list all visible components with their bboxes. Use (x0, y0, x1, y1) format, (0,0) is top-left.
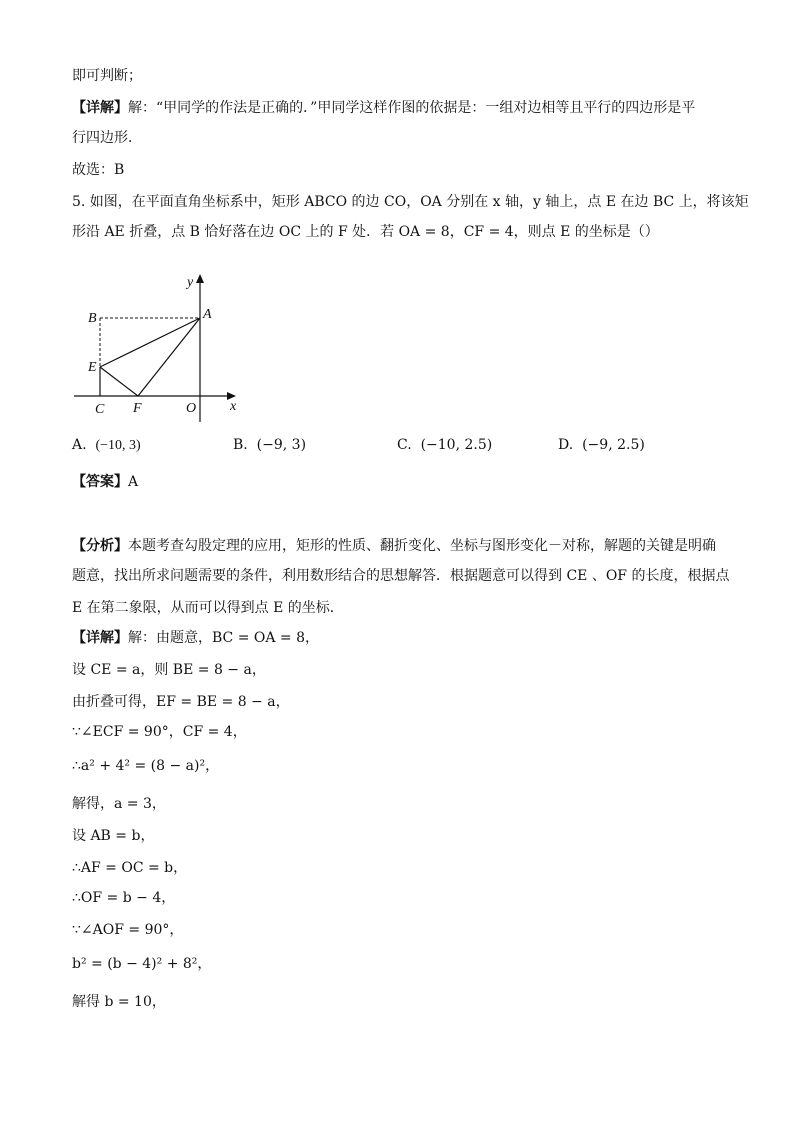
solution-line1 (72, 628, 319, 648)
geometry-figure (72, 270, 252, 430)
intro-line: 即可判断； (72, 68, 142, 84)
option-b (233, 435, 306, 455)
prev-detail-line2: 行四边形． (72, 130, 142, 146)
label-o: O (186, 401, 197, 416)
option-d (558, 435, 645, 455)
solution-step: 解得 b = 10， (72, 994, 166, 1010)
solution-step: ∴AF = OC = b， (72, 860, 188, 876)
option-a-letter: A. (72, 437, 87, 453)
prev-detail-line1 (72, 98, 695, 118)
solution-step: 设 AB = b， (72, 828, 155, 844)
label-x: x (230, 399, 237, 414)
solution-tag: 【详解】 (72, 630, 128, 646)
answer-line (72, 472, 138, 492)
segment-ae (100, 318, 200, 367)
label-c: C (95, 402, 105, 417)
option-a-value: (−10, 3) (95, 438, 141, 453)
analysis-line2: 题意，找出所求问题需要的条件，利用数形结合的思想解答．根据题意可以得到 CE 、OF 的长度，根据点 (72, 568, 730, 584)
solution-step: ∴OF = b − 4， (72, 890, 176, 906)
analysis-line3: E 在第二象限，从而可以得到点 E 的坐标． (72, 600, 344, 616)
option-a (72, 435, 141, 456)
option-d-letter: D. (558, 437, 574, 453)
solution-step: 由折叠可得，EF = BE = 8 − a， (72, 694, 290, 710)
option-c (397, 435, 492, 455)
option-c-letter: C. (397, 437, 412, 453)
solution-step: ∵∠AOF = 90°， (72, 922, 184, 938)
solution-step: 设 CE = a，则 BE = 8 − a， (72, 662, 266, 678)
solution-step: 解：由题意，BC = OA = 8， (128, 630, 320, 646)
label-a: A (203, 307, 212, 322)
solution-step: 解得，a = 3， (72, 796, 166, 812)
y-axis-arrow (196, 274, 204, 283)
prev-choice: 故选：B (72, 162, 125, 178)
analysis-text1: 本题考查勾股定理的应用，矩形的性质、翻折变化、坐标与图形变化－对称，解题的关键是明确 (128, 538, 716, 554)
option-b-value: (−9, 3) (256, 437, 307, 453)
prev-detail-text: 解：“甲同学的作法是正确的．”甲同学这样作图的依据是：一组对边相等且平行的四边形是平 (128, 100, 696, 116)
option-d-value: (−9, 2.5) (582, 437, 645, 453)
answer-value: A (128, 474, 139, 490)
solution-step: ∵∠ECF = 90°，CF = 4， (72, 724, 247, 740)
solution-step: b² = (b − 4)² + 8²， (72, 956, 212, 972)
prev-detail-tag: 【详解】 (72, 100, 128, 116)
question-line2: 形沿 AE 折叠，点 B 恰好落在边 OC 上的 F 处．若 OA = 8，CF = 4，则点 E 的坐标是（） (72, 224, 659, 240)
label-f: F (133, 401, 142, 416)
label-y: y (187, 275, 194, 290)
question-line1: 5. 如图，在平面直角坐标系中，矩形 ABCO 的边 CO，OA 分别在 x 轴，y 轴上，点 E 在边 BC 上，将该矩 (72, 194, 749, 210)
analysis-tag: 【分析】 (72, 538, 128, 554)
segment-fa (138, 318, 200, 396)
label-b: B (88, 311, 97, 326)
option-c-value: (−10, 2.5) (420, 437, 493, 453)
option-b-letter: B. (233, 437, 248, 453)
label-e: E (88, 360, 97, 375)
solution-step: ∴a² + 4² = (8 − a)²， (72, 758, 220, 774)
segment-ef (100, 367, 138, 396)
answer-tag: 【答案】 (72, 474, 128, 490)
analysis-line1 (72, 536, 716, 556)
